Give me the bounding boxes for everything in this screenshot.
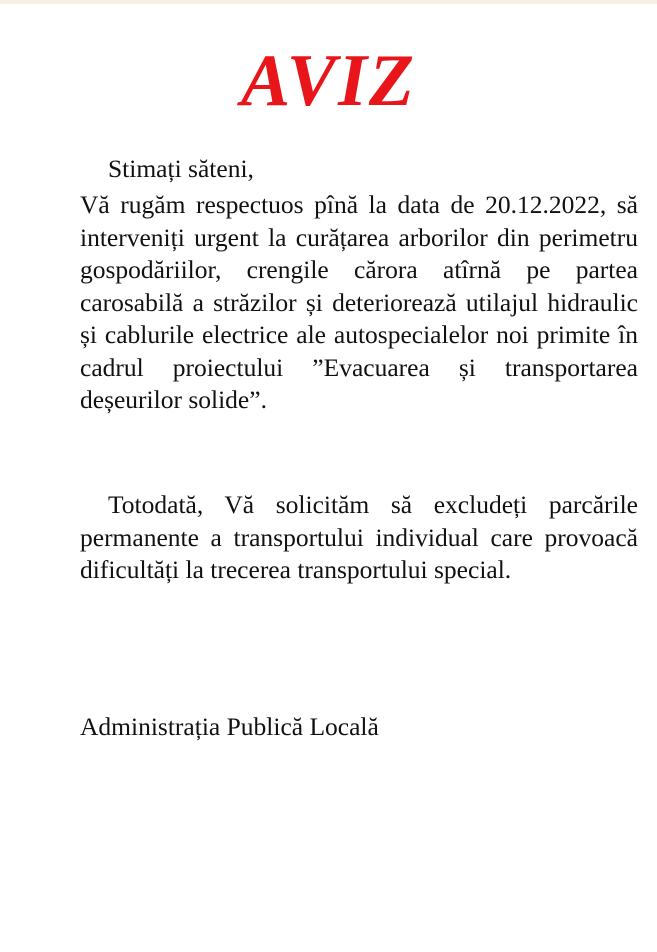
- notice-paragraph-1: Vă rugăm respectuos pînă la data de 20.12.2022, să interveniți urgent la curățarea arborilor din perimetru gospodăriilor, crengile cărora atîrnă pe partea carosabilă a străzilor și deteriorează utilajul hidraulic și cablurile electrice ale autospecialelor noi primite în cadrul proiectului ”Evacuarea și transportarea deșeurilor solide”.: [80, 190, 638, 414]
- notice-paragraph-2: Totodată, Vă solicităm să excludeți parcările permanente a transportului individual care provoacă dificultăți la trecerea transportului special.: [80, 490, 638, 584]
- notice-greeting: Stimați săteni,: [108, 154, 254, 183]
- notice-paragraph-2-block: [80, 489, 638, 587]
- notice-signature: Administrația Publică Locală: [80, 712, 379, 741]
- notice-title: AVIZ: [240, 40, 417, 122]
- top-edge-strip: [0, 0, 657, 4]
- notice-paragraph-1-block: [80, 189, 638, 417]
